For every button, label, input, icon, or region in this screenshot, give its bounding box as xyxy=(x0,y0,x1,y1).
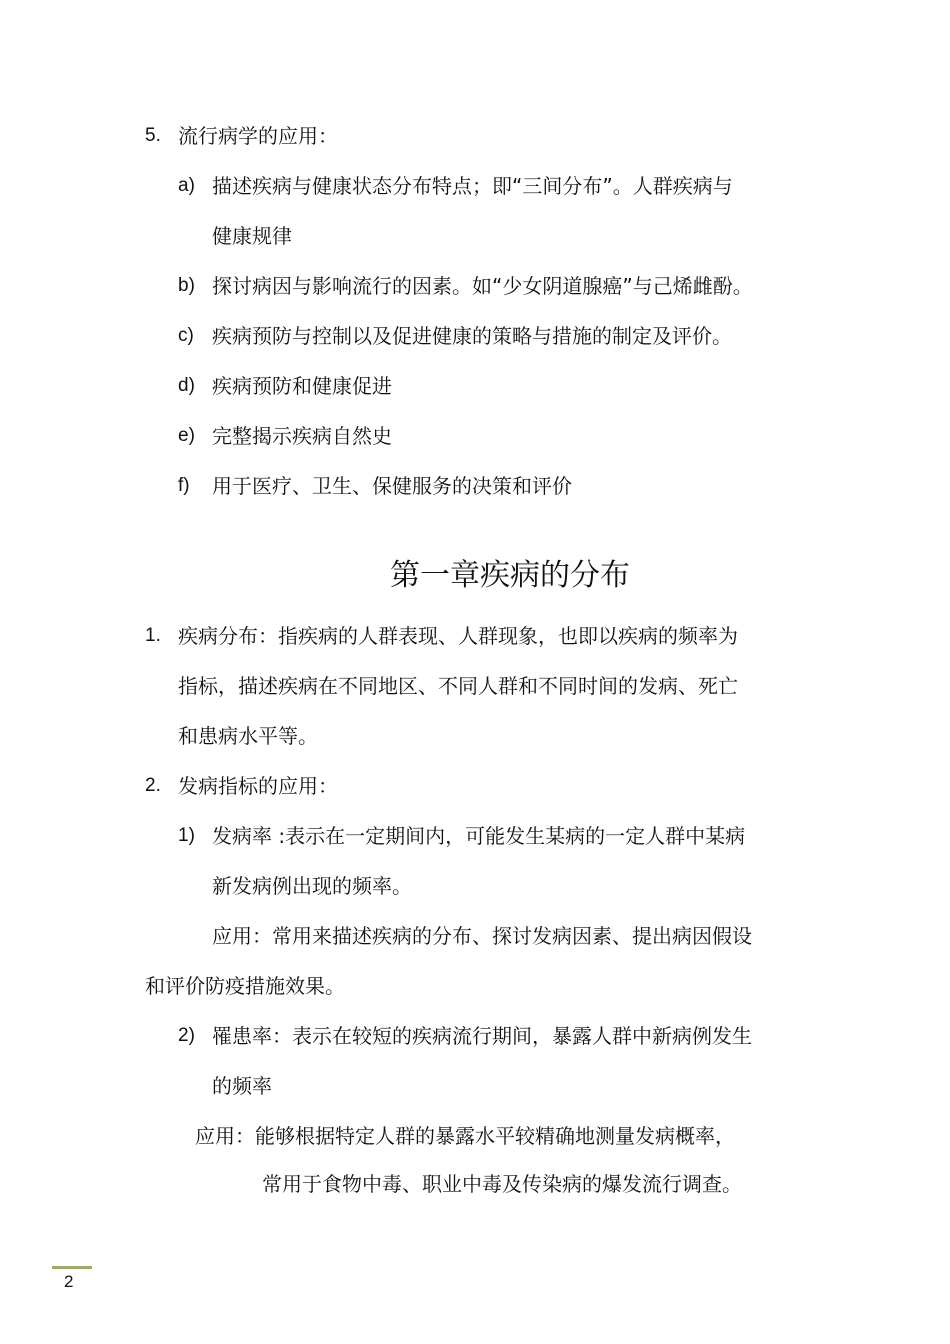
paragraph-line: 的频率 xyxy=(212,1074,272,1098)
list-marker: 2) xyxy=(178,1025,195,1046)
paragraph-line: 指标，描述疾病在不同地区、不同人群和不同时间的发病、死亡 xyxy=(178,674,738,698)
list-number: 5. xyxy=(145,125,161,146)
list-marker: e) xyxy=(178,425,195,446)
page-number: 2 xyxy=(64,1272,74,1291)
paragraph-line: 疾病分布：指疾病的人群表现、人群现象，也即以疾病的频率为 xyxy=(178,624,738,648)
paragraph-line: 罹患率：表示在较短的疾病流行期间，暴露人群中新病例发生 xyxy=(212,1024,752,1048)
list-marker: b) xyxy=(178,275,195,296)
list-item-text: 描述疾病与健康状态分布特点；即“三间分布”。人群疾病与 xyxy=(212,174,733,198)
application-line: 应用：常用来描述疾病的分布、探讨发病因素、提出病因假设 xyxy=(212,924,752,948)
list-number: 2. xyxy=(145,775,161,796)
list-item-text: 健康规律 xyxy=(212,224,292,248)
list-item-text: 疾病预防与控制以及促进健康的策略与措施的制定及评价。 xyxy=(212,324,732,348)
paragraph-line: 和患病水平等。 xyxy=(178,724,318,748)
list-marker: 1) xyxy=(178,825,195,846)
paragraph-line: 发病率 :表示在一定期间内，可能发生某病的一定人群中某病 xyxy=(212,824,746,848)
list-marker: d) xyxy=(178,375,195,396)
chapter-title: 第一章疾病的分布 xyxy=(390,558,630,593)
list-marker: c) xyxy=(178,325,194,346)
list-number: 1. xyxy=(145,625,161,646)
list-marker: a) xyxy=(178,175,195,196)
application-line: 应用：能够根据特定人群的暴露水平较精确地测量发病概率， xyxy=(195,1124,735,1148)
footer-rule xyxy=(52,1266,92,1269)
list-item-text: 疾病预防和健康促进 xyxy=(212,374,392,398)
paragraph-line: 新发病例出现的频率。 xyxy=(212,874,412,898)
list-marker: f) xyxy=(178,475,190,496)
application-line: 和评价防疫措施效果。 xyxy=(145,974,345,998)
list-item-text: 用于医疗、卫生、保健服务的决策和评价 xyxy=(212,474,572,498)
list-item-text: 探讨病因与影响流行的因素。如“少女阴道腺癌”与己烯雌酚。 xyxy=(212,274,753,298)
section-title: 流行病学的应用： xyxy=(178,124,338,148)
section-title: 发病指标的应用： xyxy=(178,774,338,798)
list-item-text: 完整揭示疾病自然史 xyxy=(212,424,392,448)
application-line: 常用于食物中毒、职业中毒及传染病的爆发流行调查。 xyxy=(262,1172,742,1196)
